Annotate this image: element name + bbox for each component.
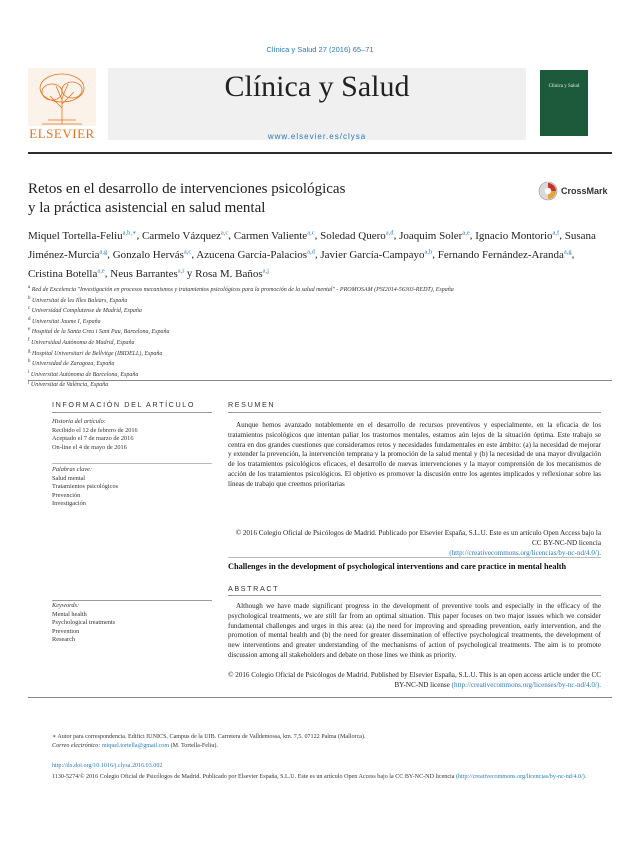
affiliation [28,348,608,359]
email-label: Correo electrónico: [52,743,101,749]
affiliation-mark: e [28,327,31,333]
author-affiliation-marks[interactable]: a,g [99,248,108,256]
abstract-heading-rule [228,595,601,596]
cover-title: Clínica y Salud [548,84,580,89]
abstract-copyright [228,671,601,691]
keyword-en: Research [52,636,76,644]
author-affiliation-marks[interactable]: a,j [262,267,269,275]
affiliation-text: Hospital de la Santa Creu i Sant Pau, Barcelona, España [31,329,170,336]
author-affiliation-marks[interactable]: a,e [462,229,470,236]
affiliation-text: Red de Excelencia "Investigación en procesos mecanismos y tratamientos psicológicos para la promoción de la salud mental" - PROMOSAM (PSI2014-56303-REDT), España [31,287,454,293]
resumen-heading: RESUMEN [228,400,276,409]
article-title-line-2: y la práctica asistencial en salud mental [28,200,266,216]
article-info-heading: INFORMACIÓN DEL ARTÍCULO [52,400,196,409]
author-name: Miquel Tortella-Feliu [28,229,123,242]
author-name: Carmelo Vázquez [141,229,221,242]
author-name: Fernando Fernández-Aranda [437,248,564,261]
email-link[interactable]: miquel.tortella@gmail.com [101,743,170,749]
abstract-copyright-text: © 2016 Colegio Oficial de Psicólogos de Madrid. Published by Elsevier España, S.L.U. This is an open access article under the CC BY-NC-ND license [228,671,601,689]
affiliation-text: Universidad de Zaragoza, España [32,361,115,368]
info-heading-rule [52,412,212,413]
keywords-en-rule [52,600,212,601]
doi-link[interactable]: http://dx.doi.org/10.1016/j.clysa.2016.03.002 [52,763,163,769]
english-title: Challenges in the development of psychological interventions and care practice in mental health [228,562,567,571]
author-affiliation-marks[interactable]: a,c [183,248,192,256]
affiliation-text: Universitat Jaume I, España [32,318,101,325]
keyword: Salud mental [52,474,86,482]
author-affiliation-marks[interactable]: a,i [177,267,185,275]
affiliation-mark: b [28,295,31,301]
keyword-en: Prevention [52,627,80,635]
author-name: Azucena García-Palacios [196,248,308,261]
accepted-date: Aceptado el 7 de marzo de 2016 [52,435,134,443]
affiliation [28,295,608,306]
journal-reference[interactable]: Clínica y Salud 27 (2016) 65–71 [266,45,374,54]
affiliation-text: Hospital Universitari de Bellvitge (IBIDELL), España [32,350,163,357]
affiliation [28,284,608,295]
footer-divider [28,697,612,698]
affiliation-text: Universitat Autònoma de Barcelona, España [30,371,139,378]
author [234,230,315,242]
journal-url-link[interactable]: www.elsevier.es/clysa [267,132,367,141]
affiliation [28,358,608,369]
issn-notice [52,773,604,782]
keywords-en-label: Keywords: [52,602,80,609]
author-name: Rosa M. Baños [195,267,263,280]
author [196,249,315,261]
affiliation [28,316,608,327]
author-affiliation-marks[interactable]: a,c [220,229,229,236]
author-name: Javier García-Campayo [320,248,425,261]
author [195,268,269,280]
author-affiliation-marks[interactable]: a,c [307,229,315,236]
keywords-label: Palabras clave: [52,466,93,473]
keyword-en: Mental health [52,610,87,618]
journal-cover-thumbnail [540,70,588,136]
issn-license-link[interactable]: (http://creativecommons.org/licencias/by-nc-nd/4.0/). [455,774,587,780]
email-line [52,742,572,751]
author [28,268,105,280]
author-name: Soledad Quero [320,229,386,242]
author [28,230,136,242]
journal-title: Clínica y Salud [224,70,410,103]
author [110,268,184,280]
keywords-spanish [52,466,212,509]
affiliation [28,326,608,337]
header-divider [28,152,612,154]
author-name: Carmen Valiente [233,229,308,242]
affiliation-mark: d [28,316,31,322]
correspondence-text: ∗ Autor para correspondencia. Edifici IUNICS. Campus de la UIB. Carretera de Valldemossa, km. 7,5. 07122 Palma (Mallorca). [52,734,366,740]
received-date: Recibido el 12 de febrero de 2016 [52,426,138,434]
author-affiliation-marks[interactable]: a,e [97,267,105,275]
affiliation-mark: j [28,380,30,386]
author-list: Miquel Tortella-Feliu$^{a,b,∗}$, Carmelo Vázquez$^{a,c}$, Carmen Valiente$^{a,c}$, Soledad Quero$^{a,d}$, Joaquim Soler$^{a,e}$, Ignacio Montorio$^{a,f}$, Susana Jiménez-Murcia$^{a,g}$, Gonzalo Hervás$^{a,c}$, Azucena García-Palacios$^{a,d}$, Javier García-Campayo$^{a,h}$, Fernando Fernández-Aranda$^{a,g}$, Cristina Botella$^{a,e}$, Neus Barrantes$^{a,i}$ y Rosa M. Baños$^{a,j}$ [28,229,596,280]
affiliation-text: Universitat de València, España [30,382,109,389]
affiliation [28,305,608,316]
resumen-end-rule [228,557,601,558]
history-label: Historia del artículo: [52,418,106,425]
issn-text: 1130-5274/© 2016 Colegio Oficial de Psicólogos de Madrid. Publicado por Elsevier España, S.L.U. Este es un artículo Open Access bajo la CC BY-NC-ND licencia [52,774,455,780]
author-name: Neus Barrantes [110,267,178,280]
affiliation-mark: h [28,359,31,365]
keywords-rule [52,463,212,464]
crossmark-icon [538,181,558,201]
author [475,230,559,242]
author-name: Gonzalo Hervás [112,248,184,261]
resumen-license-link[interactable]: (http://creativecommons.org/licencias/by-nc-nd/4.0/). [449,548,601,557]
affiliation [28,369,608,380]
author [142,230,228,242]
keyword: Tratamientos psicológicos [52,483,119,491]
resumen-copyright-text: © 2016 Colegio Oficial de Psicólogos de Madrid. Publicado por Elsevier España, S.L.U. Este es un artículo Open Access bajo la CC BY-NC-ND licencia [235,529,601,547]
keywords-english [52,602,212,645]
affiliation-mark: g [28,348,31,354]
abstract-license-link[interactable]: (http://creativecommons.org/licenses/by-nc-nd/4.0/). [451,680,601,689]
section-divider [28,380,612,381]
abstract-heading: ABSTRACT [228,584,280,593]
author-name: Ignacio Montorio [475,229,553,242]
online-date: On-line el 4 de mayo de 2016 [52,443,127,451]
article-history [52,418,212,452]
author-name: Susana Jiménez-Murcia [28,229,596,261]
author-affiliation-marks[interactable]: a,h [424,248,433,256]
affiliation-text: Universidad Complutense de Madrid, España [31,308,142,315]
resumen-heading-rule [228,412,601,413]
article-title [28,180,508,218]
author [438,249,572,261]
email-suffix: (M. Tortella-Feliu). [170,743,218,749]
author [399,230,470,242]
affiliation-text: Universidad Autónoma de Madrid, España [31,339,135,346]
author [113,249,192,261]
article-title-line-1: Retos en el desarrollo de intervenciones psicológicas [28,181,346,197]
affiliation-mark: f [28,337,30,343]
elsevier-wordmark: ELSEVIER [29,126,95,141]
author-name: Cristina Botella [28,267,98,280]
author-affiliation-marks[interactable]: a,g [563,248,572,256]
affiliation [28,337,608,348]
elsevier-logo [28,68,96,142]
keyword: Prevención [52,491,81,499]
correspondence-footnote [52,733,572,751]
elsevier-tree-icon [28,68,96,126]
author-affiliation-marks[interactable]: a,f [552,229,560,236]
keyword: Investigación [52,500,86,508]
affiliation-mark: i [28,369,30,375]
affiliation-mark: a [28,285,31,290]
resumen-text: Aunque hemos avanzado notablemente en el desarrollo de recursos preventivos y especialmente, en la eficacia de los tratamientos psicológicos que intentan paliar los trastornos mentales, estamos aún lejos de la situación óptima. Este trabajo se centra en dos grandes cuestiones que consideramos retos y necesidades fundamentales en este ámbito: (a) la necesidad de mejorar y extender la prevención, la intervención temprana y la promoción de la salud mental y (b) la necesidad de una mayor divulgación de los tratamientos psicológicos eficaces, el desarrollo de nuevas intervenciones y la mayor comprensión de los mecanismos de acción de los tratamientos psicológicos. El objetivo es promover la discusión entre los agentes implicados y reflexionar sobre las líneas de trabajo que creemos prioritarias [228,421,601,488]
resumen-copyright [228,529,601,558]
keyword-en: Psychological treatments [52,619,116,627]
affiliation-text: Universitat de les Illes Balears, España [32,297,128,304]
abstract-text: Although we have made significant progress in the development of preventive tools and especially in the efficacy of the psychological treatments, we are still far from an optimal situation. This paper focuses on two major issues which we consider fundamental challenges and urges in this area: (a) the need for improving and spreading prevention, early intervention, and the promotion of mental health and (b) the need for greater dissemination of effective psychological treatments, the development of new interventions and greater understanding of the mechanisms of action of psychological treatments. The aim is to promote discussion among all stakeholders and debate on those lines we think as priority. [228,602,601,659]
crossmark-badge[interactable] [538,180,608,202]
author-affiliation-marks[interactable]: a,d [307,248,315,256]
author [320,249,432,261]
author-name: Joaquim Soler [399,229,463,242]
crossmark-label: CrossMark [561,186,608,196]
author-affiliation-marks[interactable]: a,d [385,229,394,236]
affiliation-list [28,284,608,390]
affiliation-mark: c [28,306,31,312]
author-affiliation-marks[interactable]: a,b,∗ [122,229,137,236]
author [320,230,393,242]
